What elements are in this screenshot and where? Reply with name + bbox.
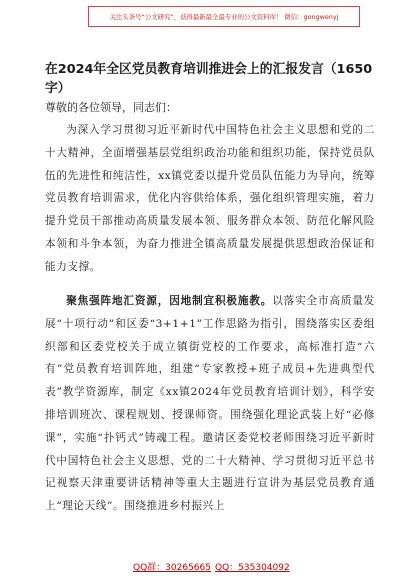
paragraph-2-body: 以落实全市高质量发展“十项行动”和区委“3+1+1”工作思路为指引，围绕落实区委组织部和区委党校关于成立镇街党校的工作要求，高标准打造“六有”党员教育培训阵地，组建“专家教授+班子成员+先进典型代表”教学资源库，制定《xx镇2024年党员教育培训计划》，科学安排培训班次、课程规划、授课师资。围绕强化理论武装上好“必修课”，实施“扑钙式”铸魂工程。邀请区委党校老师围绕习近平新时代中国特色社会主义思想、党的二十大精神、学习贯彻习近平总书记视察天津重要讲话精神等重大主题进行宣讲为基层党员教育通上“理论天线”。围绕推进乡村振兴上 <box>45 295 375 513</box>
paragraph-1: 为深入学习贯彻习近平新时代中国特色社会主义思想和党的二十大精神，全面增强基层党组织政治功能和组织功能，保持党员队伍的先进性和纯洁性，xx镇党委以提升党员队伍能力为导向，统筹党员教育培训需求，优化内容供给体系，强化组织管理实施，着力提升党员干部推动高质量发展本领、服务群众本领、防范化解风险本领和斗争本领，为奋力推进全镇高质量发展提供思想政治保证和能力支撑。 <box>45 124 375 273</box>
paragraph-2 <box>45 290 375 518</box>
promo-banner-text: 关注头条号“公文研究”，获得最新最全最专业的公文资料库！ 微信：gongwenyj <box>109 13 339 21</box>
paragraph-2-lead: 聚焦强阵地汇资源，因地制宜积极施教。 <box>66 295 273 307</box>
promo-banner <box>88 6 360 27</box>
document-title: 在2024年全区党员教育培训推进会上的汇报发言（1650字） <box>45 62 373 96</box>
salutation: 尊敬的各位领导，同志们： <box>45 101 177 114</box>
qq-contact-link[interactable]: QQ：535304092 <box>215 563 290 573</box>
qq-group-link[interactable]: QQ群：30265665 <box>133 563 211 573</box>
